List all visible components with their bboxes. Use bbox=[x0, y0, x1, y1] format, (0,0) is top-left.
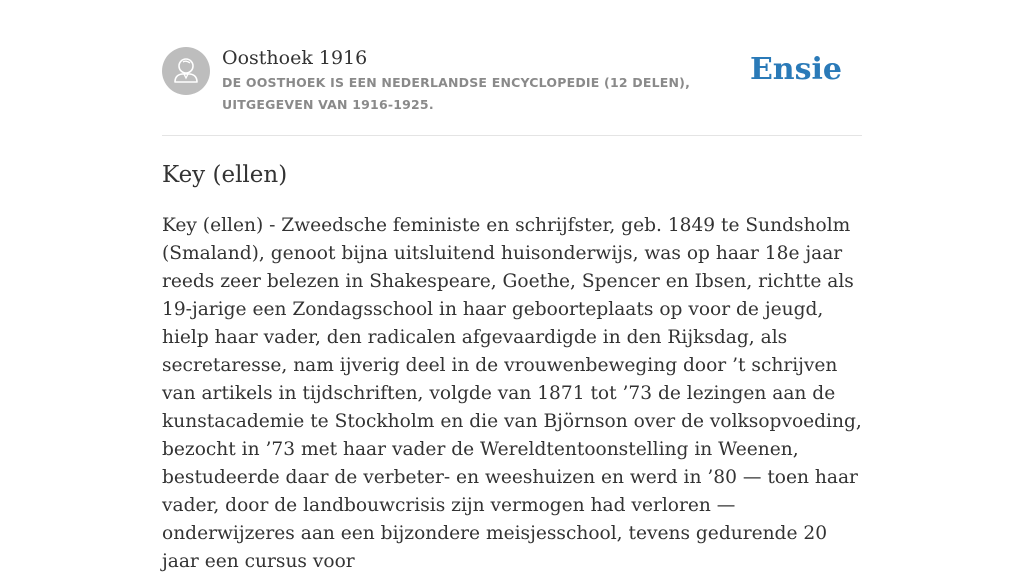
source-header bbox=[162, 47, 862, 117]
divider bbox=[162, 135, 862, 136]
user-avatar-icon bbox=[162, 47, 210, 95]
entry-body: Key (ellen) - Zweedsche feministe en schrijfster, geb. 1849 te Sundsholm (Smaland), genoot bijna uitsluitend huisonderwijs, was op haar 18e jaar reeds zeer belezen in Shakespeare, Goethe, Spencer en Ibsen, richtte als 19-jarige een Zondagsschool in haar geboorteplaats op voor de jeugd, hielp haar vader, den radicalen afgevaardigde in den Rijksdag, als secretaresse, nam ijverig deel in de vrouwenbeweging door ’t schrijven van artikels in tijdschriften, volgde van 1871 tot ’73 de lezingen aan de kunstacademie te Stockholm en die van Björnson over de volksopvoeding, bezocht in ’73 met haar vader de Wereldtentoonstelling in Weenen, bestudeerde daar de verbeter- en weeshuizen en werd in ’80 — toen haar vader, door de landbouwcrisis zijn vermogen had verloren — onderwijzeres aan een bijzondere meisjesschool, tevens gedurende 20 jaar een cursus voor bbox=[162, 215, 862, 572]
source-description: DE OOSTHOEK IS EEN NEDERLANDSE ENCYCLOPEDIE (12 DELEN), UITGEGEVEN VAN 1916-1925. bbox=[222, 75, 691, 112]
ensie-logo-link[interactable]: Ensie bbox=[749, 52, 842, 87]
source-title: Oosthoek 1916 bbox=[222, 47, 368, 69]
entry-title: Key (ellen) bbox=[162, 162, 288, 188]
